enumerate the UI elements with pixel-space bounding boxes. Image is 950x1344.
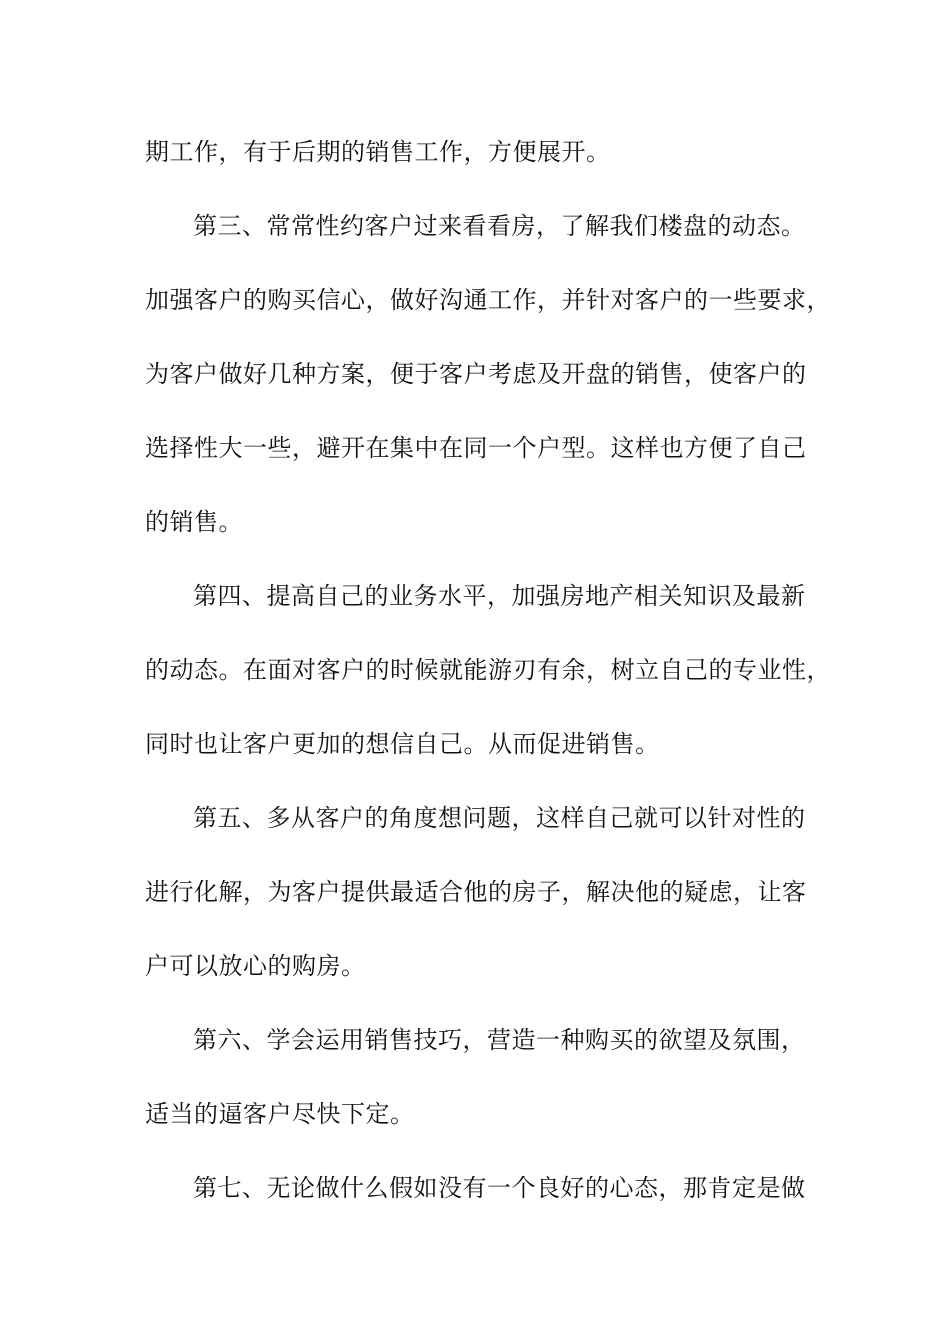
text-line: 为客户做好几种方案，便于客户考虑及开盘的销售，使客户的 <box>145 360 807 388</box>
text-line: 期工作，有于后期的销售工作，方便展开。 <box>145 138 611 166</box>
paragraph-start-line: 第六、学会运用销售技巧，营造一种购买的欲望及氛围， <box>193 1026 806 1054</box>
paragraph-start-line: 第三、常常性约客户过来看看房，了解我们楼盘的动态。 <box>193 212 806 240</box>
text-line: 同时也让客户更加的想信自己。从而促进销售。 <box>145 730 660 758</box>
text-line: 进行化解，为客户提供最适合他的房子，解决他的疑虑，让客 <box>145 878 807 906</box>
text-line: 加强客户的购买信心，做好沟通工作，并针对客户的一些要求， <box>145 286 831 314</box>
text-line: 选择性大一些，避开在集中在同一个户型。这样也方便了自己 <box>145 434 807 462</box>
text-line: 适当的逼客户尽快下定。 <box>145 1100 415 1128</box>
paragraph-start-line: 第七、无论做什么假如没有一个良好的心态，那肯定是做 <box>193 1174 806 1202</box>
text-line: 的销售。 <box>145 508 243 536</box>
paragraph-start-line: 第四、提高自己的业务水平，加强房地产相关知识及最新 <box>193 582 806 610</box>
text-line: 的动态。在面对客户的时候就能游刃有余，树立自己的专业性， <box>145 656 831 684</box>
text-line: 户可以放心的购房。 <box>145 952 366 980</box>
paragraph-start-line: 第五、多从客户的角度想问题，这样自己就可以针对性的 <box>193 804 806 832</box>
